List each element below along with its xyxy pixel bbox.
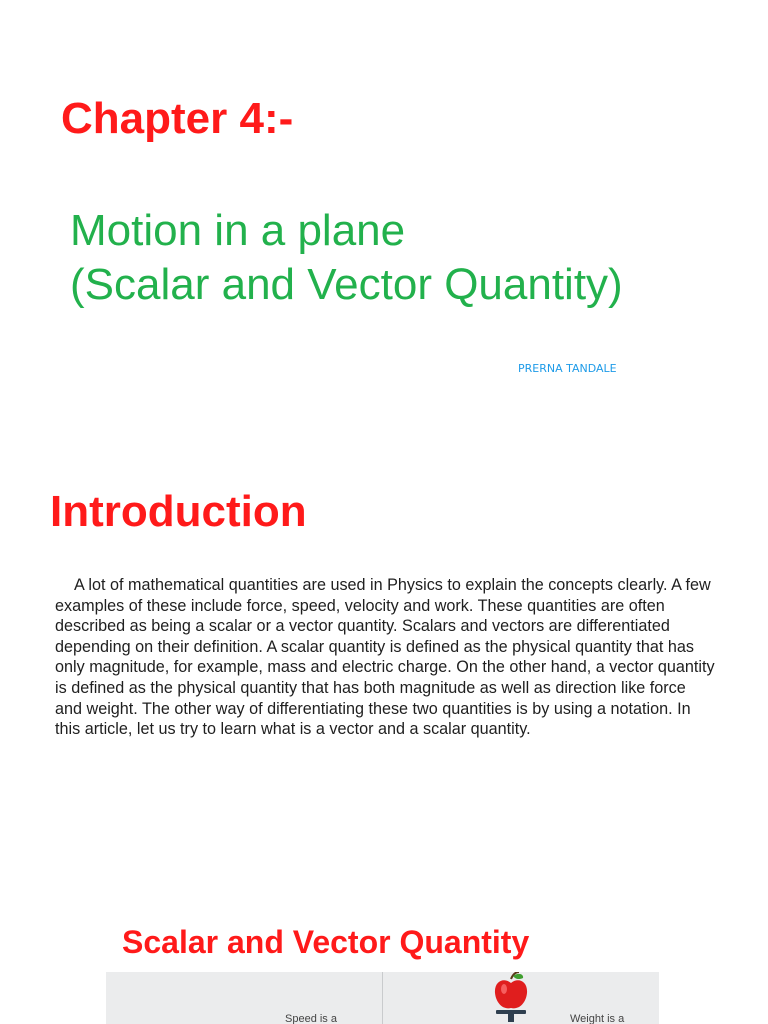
introduction-body bbox=[55, 575, 715, 740]
scalar-vector-heading: Scalar and Vector Quantity bbox=[122, 924, 530, 960]
scalar-vector-illustration bbox=[106, 972, 659, 1024]
speed-caption: Speed is a bbox=[285, 1013, 337, 1024]
subtitle-line-1: Motion in a plane bbox=[70, 206, 406, 255]
chapter-subtitle bbox=[70, 204, 623, 312]
illustration-divider bbox=[382, 972, 383, 1024]
introduction-paragraph: A lot of mathematical quantities are used in Physics to explain the concepts clearly. A few examples of these include force, speed, velocity and work. These quantities are often described as being a scalar or a vector quantity. Scalars and vectors are differentiated depending on their definition. A scalar quantity is defined as the physical quantity that has only magnitude, for example, mass and electric charge. On the other hand, a vector quantity is defined as the physical quantity that has both magnitude as well as direction like force and weight. The other way of differentiating these two quantities is by using a notation. In this article, let us try to learn what is a vector and a scalar quantity. bbox=[55, 576, 715, 739]
weight-caption: Weight is a bbox=[570, 1013, 625, 1024]
introduction-heading: Introduction bbox=[50, 487, 307, 536]
chapter-title: Chapter 4:- bbox=[61, 94, 294, 143]
apple-on-scale-icon bbox=[486, 972, 536, 1024]
author-name: PRERNA TANDALE bbox=[518, 362, 617, 375]
subtitle-line-2: (Scalar and Vector Quantity) bbox=[70, 260, 623, 309]
